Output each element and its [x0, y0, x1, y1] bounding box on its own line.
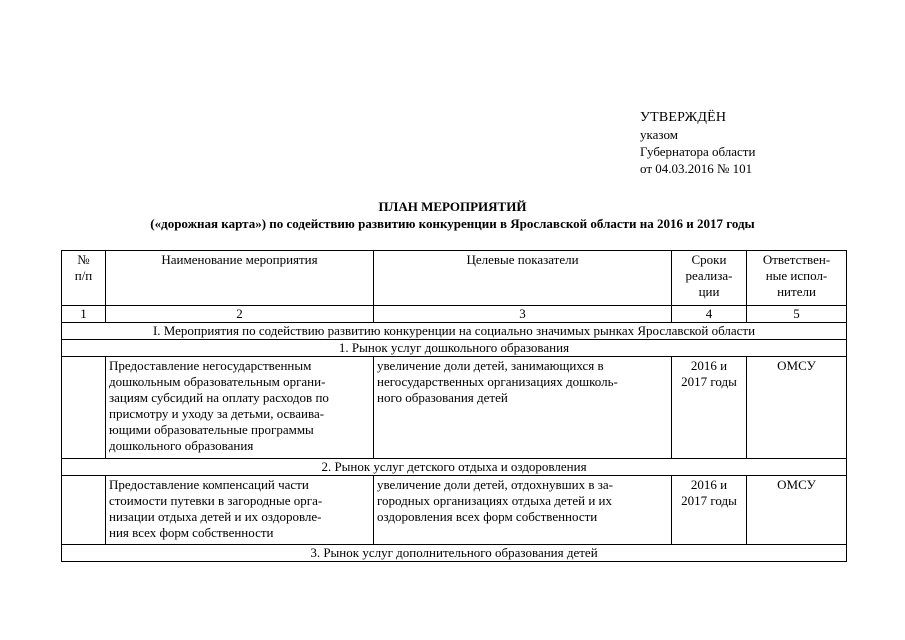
row-terms: 2016 и 2017 годы — [672, 476, 747, 545]
row-responsible: ОМСУ — [747, 476, 847, 545]
subsection-row — [62, 459, 847, 476]
row-name: Предоставление компенсаций части стоимости путевки в загородные орга- низации отдыха детей и их оздоровле- ния всех форм собственности — [106, 476, 374, 545]
table-header-row — [62, 251, 847, 306]
approval-decree: указом — [640, 127, 678, 142]
header-terms: Сроки реализа- ции — [672, 251, 747, 306]
row-num — [62, 476, 106, 545]
row-responsible: ОМСУ — [747, 357, 847, 459]
table-row — [62, 476, 847, 545]
plan-table — [61, 250, 847, 562]
row-terms: 2016 и 2017 годы — [672, 357, 747, 459]
subsection-additional-education: 3. Рынок услуг дополнительного образования детей — [62, 545, 847, 562]
column-number: 4 — [672, 306, 747, 323]
document-title: ПЛАН МЕРОПРИЯТИЙ — [378, 199, 527, 214]
header-targets: Целевые показатели — [374, 251, 672, 306]
column-numbers-row — [62, 306, 847, 323]
column-number: 1 — [62, 306, 106, 323]
column-number: 2 — [106, 306, 374, 323]
approval-authority: Губернатора области — [640, 144, 756, 159]
row-num — [62, 357, 106, 459]
header-num: № п/п — [62, 251, 106, 306]
subsection-recreation: 2. Рынок услуг детского отдыха и оздоровления — [62, 459, 847, 476]
header-responsible: Ответствен- ные испол- нители — [747, 251, 847, 306]
column-number: 3 — [374, 306, 672, 323]
row-targets: увеличение доли детей, отдохнувших в за- городных организациях отдыха детей и их оздоровления всех форм собственности — [374, 476, 672, 545]
approval-stamp — [640, 109, 755, 177]
section-row — [62, 323, 847, 340]
column-number: 5 — [747, 306, 847, 323]
subsection-row — [62, 340, 847, 357]
table-row — [62, 357, 847, 459]
header-name: Наименование мероприятия — [106, 251, 374, 306]
section-main-title: I. Мероприятия по содействию развитию конкуренции на социально значимых рынках Ярославской области — [62, 323, 847, 340]
row-name: Предоставление негосударственным дошкольным образовательным органи- зациям субсидий на оплату расходов по присмотру и уходу за детьми, осваива- ющими образовательные программы дошкольного образования — [106, 357, 374, 459]
subsection-preschool: 1. Рынок услуг дошкольного образования — [62, 340, 847, 357]
approval-title: УТВЕРЖДЁН — [640, 110, 727, 125]
document-subtitle: («дорожная карта») по содействию развитию конкуренции в Ярославской области на 2016 и 2017 годы — [150, 216, 755, 231]
row-targets: увеличение доли детей, занимающихся в негосударственных организациях дошколь- ного образования детей — [374, 357, 672, 459]
approval-date: от 04.03.2016 № 101 — [640, 161, 753, 176]
subsection-row — [62, 545, 847, 562]
